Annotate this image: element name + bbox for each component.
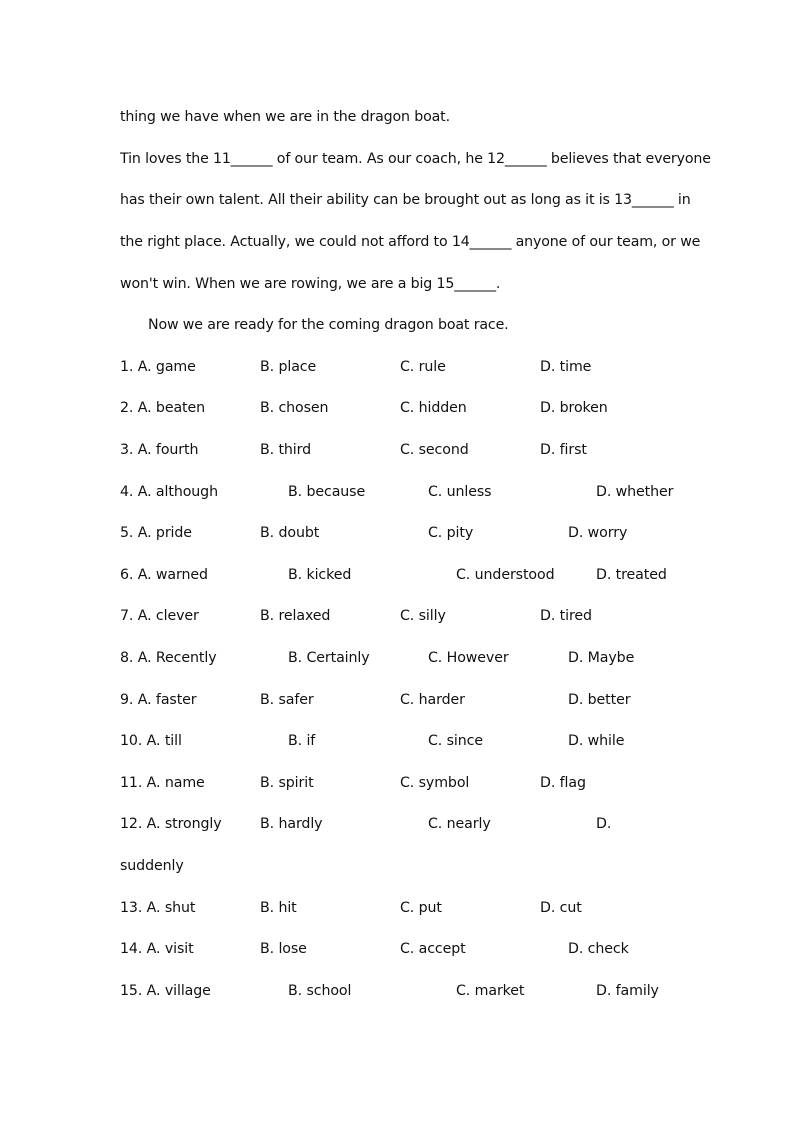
passage-line-4: the right place. Actually, we could not afford to 14______ anyone of our team, or we — [120, 234, 701, 250]
option-b: B. spirit — [260, 775, 314, 791]
option-b: B. kicked — [288, 567, 352, 583]
option-a: 2. A. beaten — [120, 400, 206, 416]
option-d: D. flag — [540, 775, 586, 791]
option-d: D. cut — [540, 900, 582, 916]
option-c: C. market — [456, 983, 525, 999]
option-d: D. first — [540, 442, 587, 458]
option-d: D. check — [568, 941, 629, 957]
option-d: D. tired — [540, 608, 592, 624]
option-b: B. lose — [260, 941, 307, 957]
option-d: D. broken — [540, 400, 608, 416]
option-b: B. Certainly — [288, 650, 370, 666]
option-c: C. pity — [428, 525, 474, 541]
option-c: C. understood — [456, 567, 555, 583]
option-b: B. school — [288, 983, 352, 999]
option-a: 4. A. although — [120, 484, 218, 500]
option-c: C. accept — [400, 941, 466, 957]
option-b: B. hit — [260, 900, 297, 916]
option-c: C. unless — [428, 484, 492, 500]
option-b: B. doubt — [260, 525, 320, 541]
option-a: 1. A. game — [120, 359, 196, 375]
option-d: D. better — [568, 692, 631, 708]
option-d: D. treated — [596, 567, 667, 583]
option-b: B. because — [288, 484, 366, 500]
option-a: 7. A. clever — [120, 608, 199, 624]
option-a: 14. A. visit — [120, 941, 194, 957]
option-d: D. — [596, 816, 612, 832]
passage-line-2: Tin loves the 11______ of our team. As our coach, he 12______ believes that everyone — [120, 151, 711, 167]
option-a: 15. A. village — [120, 983, 211, 999]
option-c: C. second — [400, 442, 469, 458]
passage-line-5: won't win. When we are rowing, we are a big 15______. — [120, 276, 501, 292]
option-a: 5. A. pride — [120, 525, 192, 541]
option-a: 11. A. name — [120, 775, 205, 791]
option-a: 6. A. warned — [120, 567, 208, 583]
option-c: C. harder — [400, 692, 465, 708]
option-b: B. chosen — [260, 400, 329, 416]
option-b: B. third — [260, 442, 312, 458]
option-a: 9. A. faster — [120, 692, 197, 708]
option-a: 8. A. Recently — [120, 650, 217, 666]
option-d: D. while — [568, 733, 625, 749]
option-c: C. since — [428, 733, 483, 749]
option-b: B. if — [288, 733, 316, 749]
option-c: C. However — [428, 650, 509, 666]
option-b: B. relaxed — [260, 608, 331, 624]
option-d-text: suddenly — [120, 858, 184, 874]
option-c: C. symbol — [400, 775, 470, 791]
option-d: D. Maybe — [568, 650, 635, 666]
option-a: 3. A. fourth — [120, 442, 199, 458]
passage-line-6: Now we are ready for the coming dragon boat race. — [148, 317, 509, 333]
option-c: C. nearly — [428, 816, 491, 832]
option-c: C. hidden — [400, 400, 467, 416]
option-d: D. family — [596, 983, 659, 999]
option-c: C. put — [400, 900, 442, 916]
option-d: D. whether — [596, 484, 674, 500]
option-b: B. hardly — [260, 816, 323, 832]
option-c: C. rule — [400, 359, 446, 375]
option-a: 12. A. strongly — [120, 816, 222, 832]
option-a: 13. A. shut — [120, 900, 196, 916]
option-b: B. safer — [260, 692, 314, 708]
option-c: C. silly — [400, 608, 446, 624]
passage-line-1: thing we have when we are in the dragon boat. — [120, 109, 450, 125]
option-d: D. worry — [568, 525, 628, 541]
option-d: D. time — [540, 359, 592, 375]
option-b: B. place — [260, 359, 317, 375]
option-a: 10. A. till — [120, 733, 182, 749]
passage-line-3: has their own talent. All their ability can be brought out as long as it is 13______ in — [120, 192, 691, 208]
